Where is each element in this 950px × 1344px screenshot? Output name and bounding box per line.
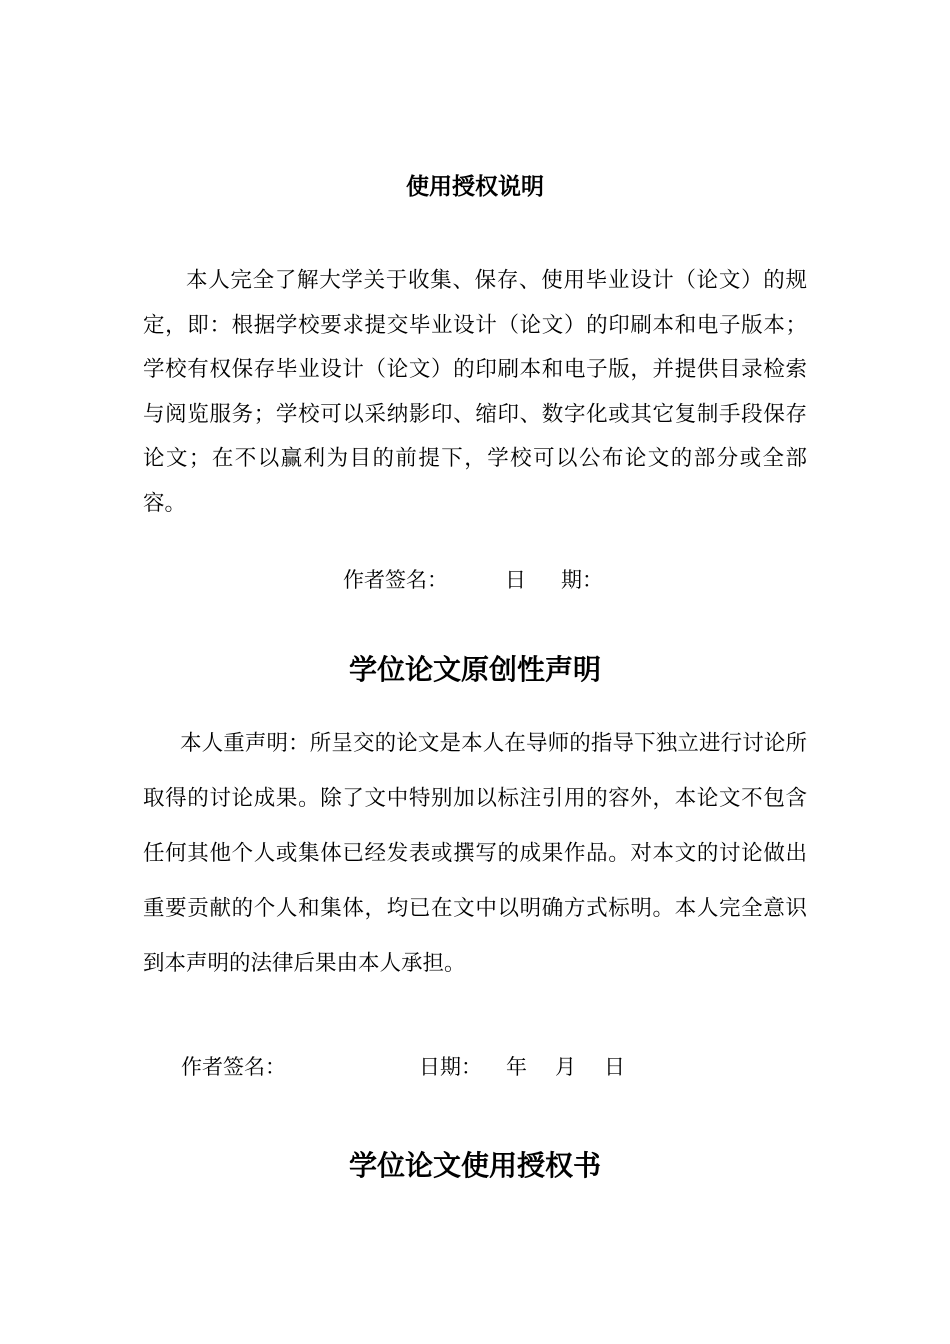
author-signature-label: 作者签名：: [181, 1055, 286, 1079]
originality-statement-title: 学位论文原创性声明: [348, 653, 601, 686]
authorization-note-body: 本人完全了解大学关于收集、保存、使用毕业设计（论文）的规定，即：根据学校要求提交毕业设计（论文）的印刷本和电子版本；学校有权保存毕业设计（论文）的印刷本和电子版，并提供目录检索与阅览服务；学校可以采纳影印、缩印、数字化或其它复制手段保存论文；在不以赢利为目的前提下，学校可以公布论文的部分或全部容。: [143, 268, 807, 516]
authorization-note-title: 使用授权说明: [406, 174, 544, 200]
day-label: 日: [604, 1055, 625, 1079]
author-signature-label: 作者签名：: [343, 568, 448, 592]
originality-statement-body: 本人重声明：所呈交的论文是本人在导师的指导下独立进行讨论所取得的讨论成果。除了文中特别加以标注引用的容外，本论文不包含任何其他个人或集体已经发表或撰写的成果作品。对本文的讨论做出重要贡献的个人和集体，均已在文中以明确方式标明。本人完全意识到本声明的法律后果由本人承担。: [143, 731, 807, 976]
date-label: 日期：: [419, 1055, 482, 1079]
month-label: 月: [555, 1055, 576, 1079]
year-label: 年: [506, 1055, 527, 1079]
date-label-day: 日: [505, 568, 526, 592]
authorization-letter-title: 学位论文使用授权书: [348, 1149, 601, 1182]
date-label-period: 期：: [561, 568, 603, 592]
